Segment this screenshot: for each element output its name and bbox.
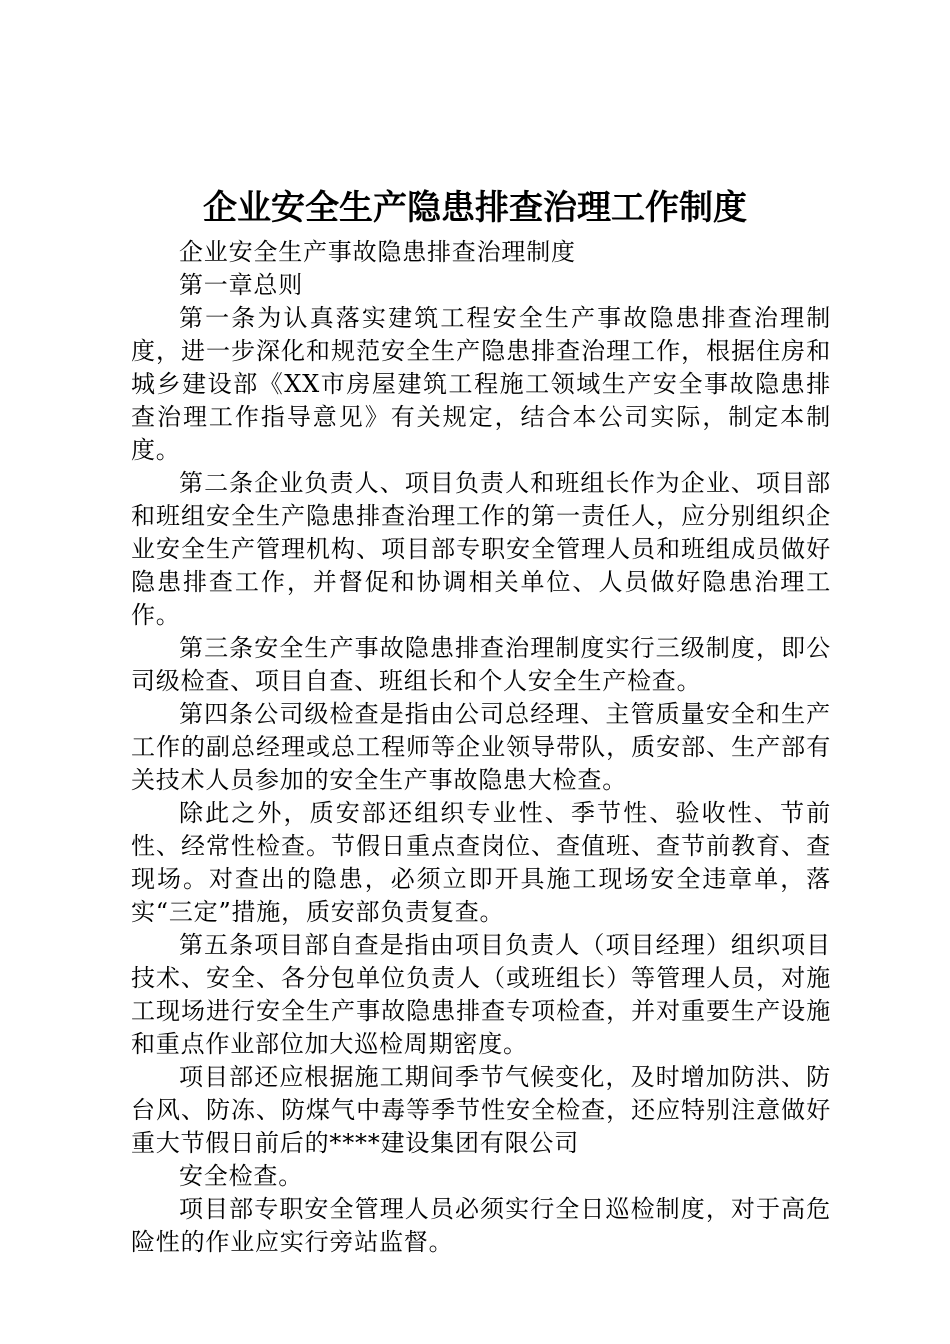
paragraph-article-1: 第一条为认真落实建筑工程安全生产事故隐患排查治理制度，进一步深化和规范安全生产隐患排查治理工作，根据住房和城乡建设部《XX市房屋建筑工程施工领域生产安全事故隐患排查治理工作指导意见》有关规定，结合本公司实际，制定本制度。: [131, 304, 831, 464]
paragraph-article-4: 第四条公司级检查是指由公司总经理、主管质量安全和生产工作的副总经理或总工程师等企业领导带队，质安部、生产部有关技术人员参加的安全生产事故隐患大检查。: [131, 700, 831, 794]
paragraph-safety-check: 安全检查。: [179, 1162, 303, 1190]
paragraph-subtitle: 企业安全生产事故隐患排查治理制度: [179, 238, 576, 266]
paragraph-additional-checks: 除此之外，质安部还组织专业性、季节性、验收性、节前性、经常性检查。节假日重点查岗位、查值班、查节前教育、查现场。对查出的隐患，必须立即开具施工现场安全违章单，落实“三定”措施，质安部负责复查。: [131, 799, 831, 926]
paragraph-article-5: 第五条项目部自查是指由项目负责人（项目经理）组织项目技术、安全、各分包单位负责人（或班组长）等管理人员，对施工现场进行安全生产事故隐患排查专项检查，并对重要生产设施和重点作业部位加大巡检周期密度。: [131, 931, 831, 1058]
paragraph-full-day-patrol: 项目部专职安全管理人员必须实行全日巡检制度，对于高危险性的作业应实行旁站监督。: [131, 1195, 831, 1256]
paragraph-article-2: 第二条企业负责人、项目负责人和班组长作为企业、项目部和班组安全生产隐患排查治理工作的第一责任人，应分别组织企业安全生产管理机构、项目部专职安全管理人员和班组成员做好隐患排查工作，并督促和协调相关单位、人员做好隐患治理工作。: [131, 469, 831, 629]
document-body: [131, 236, 831, 1259]
paragraph-chapter-heading: 第一章总则: [179, 271, 303, 299]
paragraph-seasonal-checks: 项目部还应根据施工期间季节气候变化，及时增加防洪、防台风、防冻、防煤气中毒等季节性安全检查，还应特别注意做好重大节假日前后的****建设集团有限公司: [131, 1063, 831, 1157]
paragraph-article-3: 第三条安全生产事故隐患排查治理制度实行三级制度，即公司级检查、项目自查、班组长和个人安全生产检查。: [131, 634, 831, 695]
document-title: 企业安全生产隐患排查治理工作制度: [203, 188, 747, 228]
